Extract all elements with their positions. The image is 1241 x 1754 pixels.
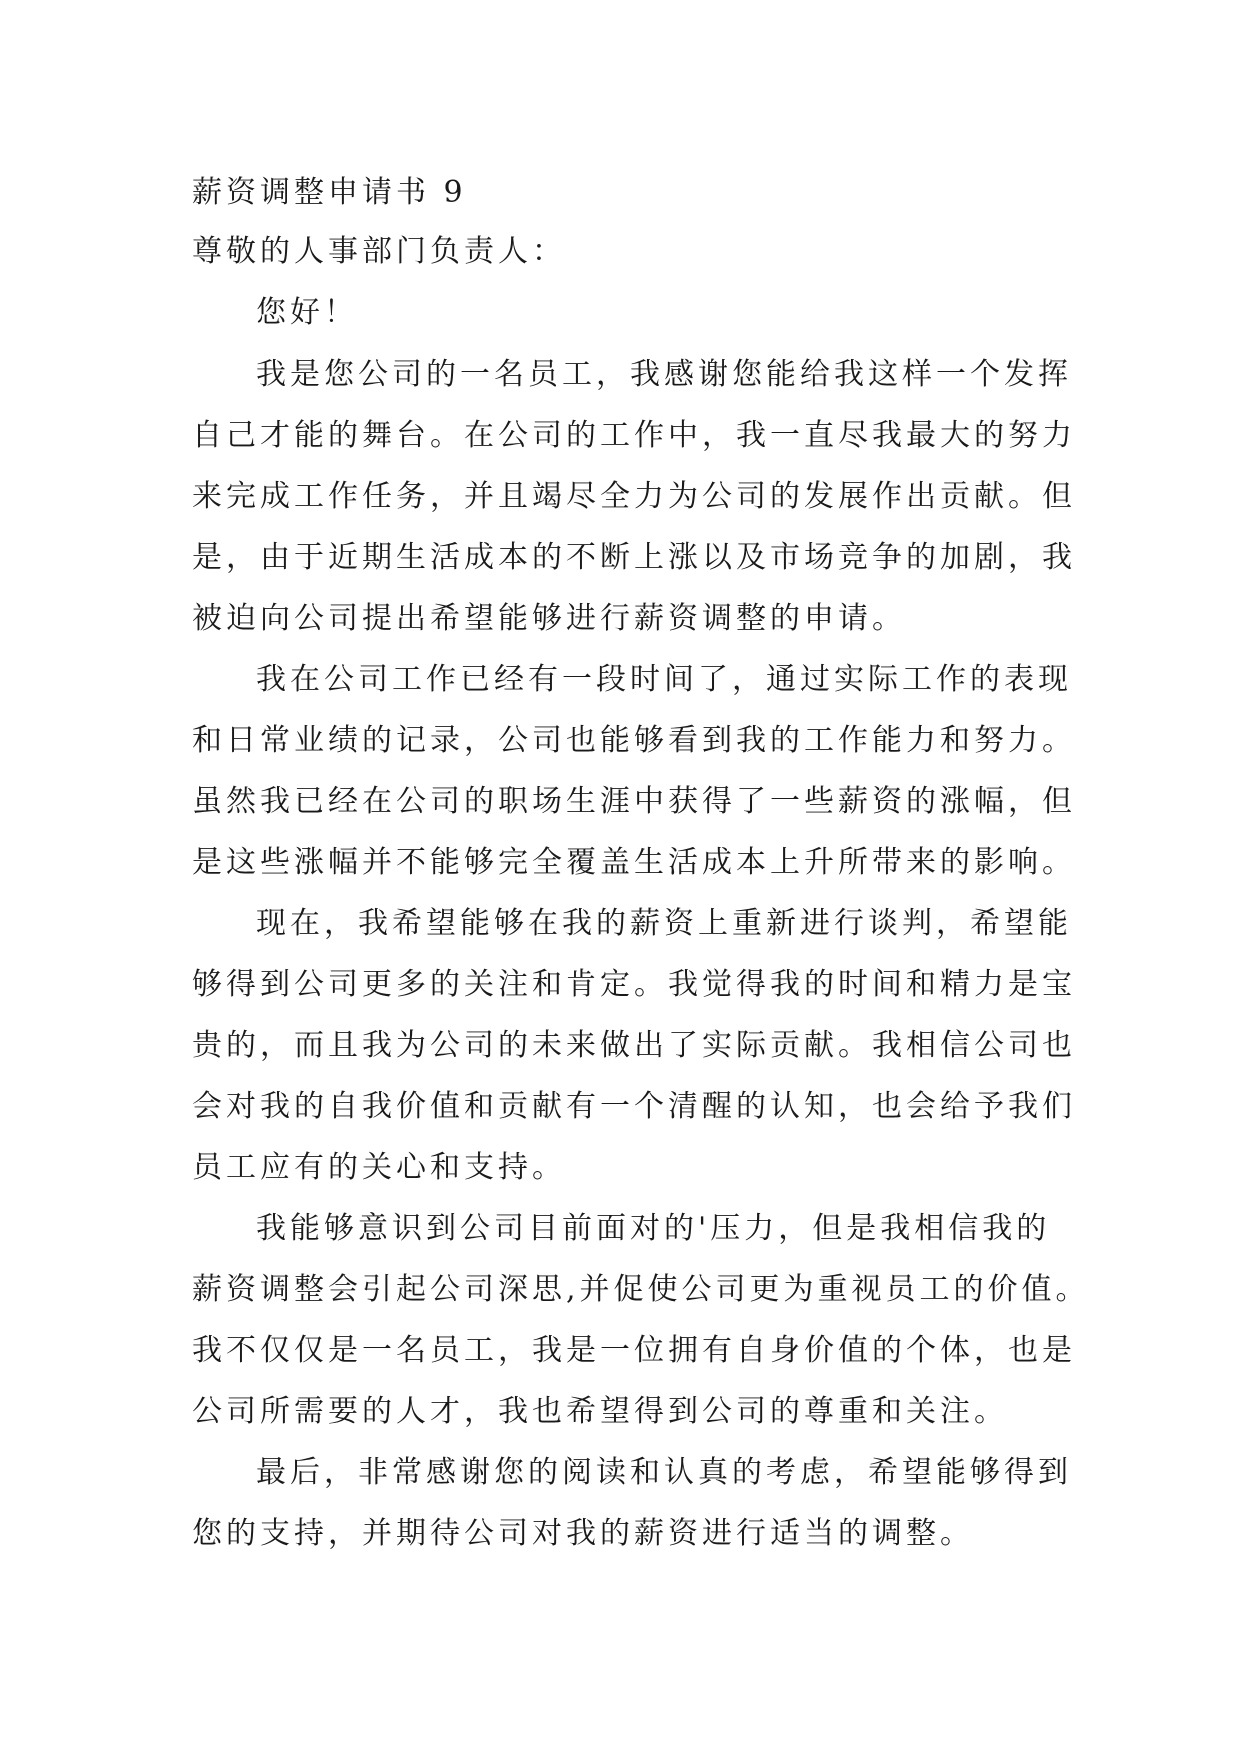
paragraph-line: 最后，非常感谢您的阅读和认真的考虑，希望能够得到	[256, 1455, 1072, 1490]
paragraph-line: 是这些涨幅并不能够完全覆盖生活成本上升所带来的影响。	[192, 845, 1076, 880]
paragraph-line: 被迫向公司提出希望能够进行薪资调整的申请。	[192, 601, 906, 636]
paragraph-line: 我不仅仅是一名员工，我是一位拥有自身价值的个体，也是	[192, 1333, 1076, 1368]
paragraph-line: 贵的，而且我为公司的未来做出了实际贡献。我相信公司也	[192, 1028, 1076, 1063]
paragraph-line: 现在，我希望能够在我的薪资上重新进行谈判，希望能	[256, 906, 1072, 941]
paragraph-line: 会对我的自我价值和贡献有一个清醒的认知，也会给予我们	[192, 1089, 1076, 1124]
paragraph-line: 和日常业绩的记录，公司也能够看到我的工作能力和努力。	[192, 723, 1076, 758]
paragraph-line: 来完成工作任务，并且竭尽全力为公司的发展作出贡献。但	[192, 479, 1076, 514]
paragraph-line: 您的支持，并期待公司对我的薪资进行适当的调整。	[192, 1516, 974, 1551]
paragraph-line: 我在公司工作已经有一段时间了，通过实际工作的表现	[256, 662, 1072, 697]
paragraph-2	[192, 662, 1076, 880]
paragraph-5	[192, 1455, 1072, 1551]
paragraph-line: 公司所需要的人才，我也希望得到公司的尊重和关注。	[192, 1394, 1008, 1429]
paragraph-line: 虽然我已经在公司的职场生涯中获得了一些薪资的涨幅，但	[192, 784, 1076, 819]
letter-body	[192, 175, 1090, 1580]
paragraph-line: 自己才能的舞台。在公司的工作中，我一直尽我最大的努力	[192, 418, 1076, 453]
paragraph-line: 员工应有的关心和支持。	[192, 1150, 566, 1185]
paragraph-1	[192, 357, 1076, 636]
paragraph-line: 薪资调整会引起公司深思,并促使公司更为重视员工的价值。	[192, 1272, 1090, 1307]
paragraph-3	[192, 906, 1076, 1185]
salutation: 尊敬的人事部门负责人：	[192, 234, 566, 269]
paragraph-line: 我能够意识到公司目前面对的'压力，但是我相信我的	[256, 1211, 1051, 1246]
paragraph-line: 够得到公司更多的关注和肯定。我觉得我的时间和精力是宝	[192, 967, 1076, 1002]
paragraph-line: 我是您公司的一名员工，我感谢您能给我这样一个发挥	[256, 357, 1072, 392]
letter-title: 薪资调整申请书 9	[192, 175, 467, 210]
greeting: 您好！	[256, 295, 358, 330]
paragraph-4	[192, 1211, 1090, 1429]
paragraph-line: 是，由于近期生活成本的不断上涨以及市场竞争的加剧，我	[192, 540, 1076, 575]
